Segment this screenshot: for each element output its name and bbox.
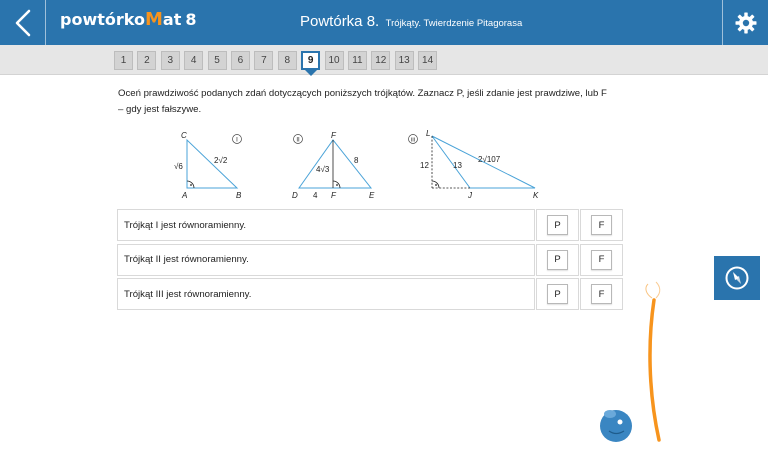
answer-row xyxy=(117,209,623,244)
question-text: Oceń prawdziwość podanych zdań dotyczących poniższych trójkątów. Zaznacz P, jeśli zdanie jest prawdziwe, lub F – gdy jest fałszywe. xyxy=(118,88,607,115)
question-nav-item-4[interactable]: 4 xyxy=(184,51,203,70)
triangle-2 xyxy=(299,140,371,188)
question-nav-item-9[interactable]: 9 xyxy=(301,51,320,70)
side-label-fe: 8 xyxy=(354,156,359,165)
statement-text: Trójkąt II jest równoramienny. xyxy=(117,244,535,276)
settings-button[interactable] xyxy=(723,0,768,45)
answer-row xyxy=(117,278,623,313)
answer-cell-true xyxy=(536,244,579,276)
false-button[interactable]: F xyxy=(591,250,612,270)
mascot-decoration xyxy=(596,280,676,450)
side-label-lj: 13 xyxy=(453,161,462,170)
gear-icon xyxy=(735,12,757,34)
side-label-bc: 2√2 xyxy=(214,156,228,165)
question-nav-item-7[interactable]: 7 xyxy=(254,51,273,70)
height-label: 4√3 xyxy=(316,165,330,174)
vertex-label-e: E xyxy=(369,191,375,200)
app-logo: powtórkoMat 8 xyxy=(60,9,197,30)
question-nav-list xyxy=(114,51,441,70)
answer-cell-true xyxy=(536,209,579,241)
statement-text: Trójkąt I jest równoramienny. xyxy=(117,209,535,241)
answer-cell-false xyxy=(580,244,623,276)
triangle-marker-2-label: II xyxy=(296,137,300,144)
vertex-label-l: L xyxy=(426,129,431,138)
triangle-figures xyxy=(160,126,560,204)
answer-row xyxy=(117,244,623,279)
question-nav-item-6[interactable]: 6 xyxy=(231,51,250,70)
compass-icon xyxy=(724,265,750,291)
page-title: Powtórka 8. Trójkąty. Twierdzenie Pitagorasa xyxy=(300,13,523,30)
vertex-label-a: A xyxy=(182,191,188,200)
question-nav xyxy=(0,45,768,75)
question-nav-item-12[interactable]: 12 xyxy=(371,51,390,70)
header-divider xyxy=(45,0,46,45)
triangle-marker-3-label: III xyxy=(410,137,416,144)
triangle-marker-1-label: I xyxy=(236,137,238,144)
true-button[interactable]: P xyxy=(547,250,568,270)
answer-cell-true xyxy=(536,278,579,310)
true-button[interactable]: P xyxy=(547,215,568,235)
back-button[interactable] xyxy=(0,0,45,45)
vertex-label-c: C xyxy=(181,131,187,140)
triangle-1 xyxy=(187,137,238,188)
false-button[interactable]: F xyxy=(591,215,612,235)
question-nav-item-5[interactable]: 5 xyxy=(208,51,227,70)
question-nav-item-10[interactable]: 10 xyxy=(325,51,344,70)
top-bar xyxy=(0,0,768,45)
question-nav-item-8[interactable]: 8 xyxy=(278,51,297,70)
height-label: 12 xyxy=(420,161,429,170)
question-nav-item-11[interactable]: 11 xyxy=(348,51,367,70)
vertex-label-f-top: F xyxy=(331,131,336,140)
question-nav-item-3[interactable]: 3 xyxy=(161,51,180,70)
question-nav-item-14[interactable]: 14 xyxy=(418,51,437,70)
question-nav-item-2[interactable]: 2 xyxy=(137,51,156,70)
chevron-left-icon xyxy=(14,9,32,37)
statement-text: Trójkąt III jest równoramienny. xyxy=(117,278,535,310)
question-nav-item-13[interactable]: 13 xyxy=(395,51,414,70)
side-label-ac: √6 xyxy=(174,162,183,171)
side-label-df: 4 xyxy=(313,191,318,200)
vertex-label-b: B xyxy=(236,191,242,200)
hint-button[interactable] xyxy=(714,256,760,300)
vertex-label-j: J xyxy=(468,191,472,200)
answer-table xyxy=(117,209,623,313)
vertex-label-f-foot: F xyxy=(331,191,336,200)
vertex-label-k: K xyxy=(533,191,539,200)
false-button[interactable]: F xyxy=(591,284,612,304)
question-nav-item-1[interactable]: 1 xyxy=(114,51,133,70)
vertex-label-d: D xyxy=(292,191,298,200)
true-button[interactable]: P xyxy=(547,284,568,304)
answer-cell-false xyxy=(580,209,623,241)
side-label-lk: 2√107 xyxy=(478,155,501,164)
